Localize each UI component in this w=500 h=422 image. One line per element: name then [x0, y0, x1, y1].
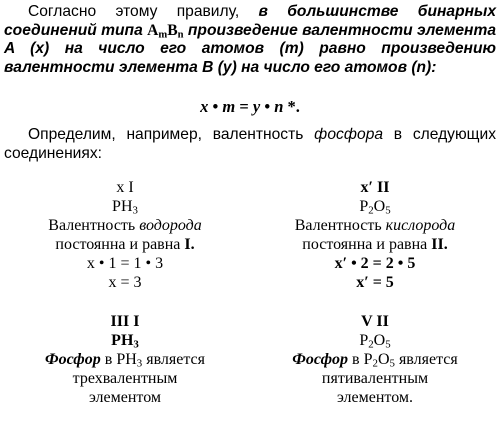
p2o5-result-formula: $P_2O_5$	[359, 332, 391, 351]
p2o5-equation-1: x′ • 2 = 2 • 5	[334, 255, 416, 272]
ph3-result-formula: $PH_3$	[111, 332, 139, 351]
ph3-formula: $PH_3$	[112, 198, 138, 217]
ph3-valence-labels: x I	[116, 179, 134, 196]
ph3-result-noun: элементом	[88, 389, 162, 406]
hydrogen-constant-line: постоянна и равна I.	[55, 236, 195, 253]
hydrogen-valence-line: Валентность водорода	[48, 217, 202, 234]
ph3-result-adjective: трехвалентным	[72, 370, 178, 387]
p2o5-result-noun: элементом.	[336, 389, 414, 406]
ph3-equation-1: x • 1 = 1 • 3	[86, 255, 164, 272]
ph3-result-block	[0, 312, 250, 407]
rule-emphasis-text: в большинстве бинарных соединений типа $A_mB_n$ произведение валентности элемента A (x) на число его атомов (m) равно произведению валентности элемента B (y) на число его атомов (n):	[4, 3, 497, 76]
p2o5-result-adjective: пятивалентным	[321, 370, 429, 387]
valence-formula: x • m = y • n *.	[200, 97, 300, 116]
rule-paragraph	[4, 3, 496, 77]
ph3-equation-2: x = 3	[108, 274, 142, 291]
ph3-result-statement: Фосфор в $PH_3$ является	[44, 351, 205, 370]
p2o5-result-statement: Фосфор в $P_2O_5$ является	[292, 351, 458, 370]
phosphorus-word: фосфора	[314, 126, 384, 143]
p2o5-valence-labels: x′ II	[360, 179, 390, 196]
p2o5-oxygen-block	[250, 178, 500, 292]
ph3-hydrogen-block	[0, 178, 250, 292]
p2o5-result-block	[250, 312, 500, 407]
example-paragraph: Определим, например, валентность фосфора в следующих соединениях:	[4, 126, 496, 162]
p2o5-equation-2: x′ = 5	[356, 274, 394, 291]
ambn-formula: $A_mB_n$	[147, 21, 184, 41]
rule-intro-text: Согласно этому правилу,	[28, 3, 259, 20]
p2o5-formula: $P_2O_5$	[359, 198, 391, 217]
p2o5-result-valences: V II	[361, 313, 389, 330]
oxygen-constant-line: постоянна и равна II.	[302, 236, 448, 253]
oxygen-valence-line: Валентность кислорода	[294, 217, 456, 234]
ph3-result-valences: III I	[110, 313, 140, 330]
